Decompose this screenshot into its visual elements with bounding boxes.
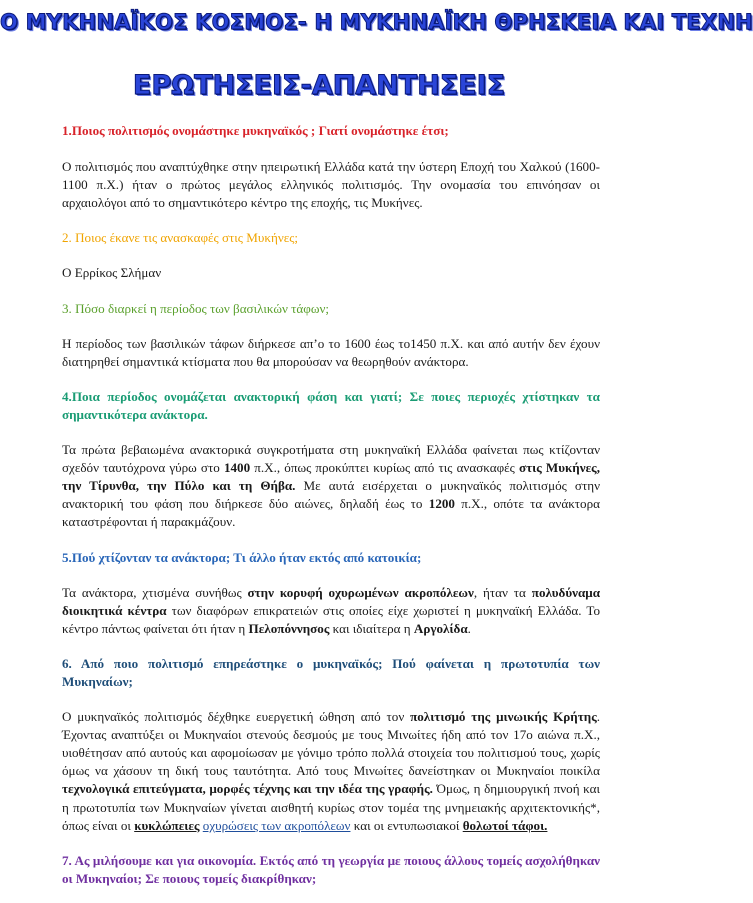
question-1: 1.Ποιος πολιτισμός ονομάστηκε μυκηναϊκός ; Γιατί ονομάστηκε έτσι; [62,123,449,138]
answer-4 [62,441,600,531]
answer-6-cyclopean: κυκλώπειες [134,817,200,833]
fortifications-link[interactable]: οχυρώσεις των ακροπόλεων [202,817,351,833]
answer-4-text: Τα πρώτα βεβαιωμένα ανακτορικά συγκροτήματα στη μυκηναϊκή Ελλάδα φαίνεται πως κτίζονταν σχεδόν ταυτόχρονα γύρω στο [62,442,600,476]
answer-5-peloponnese: Πελοπόννησος [248,620,330,636]
answer-6 [62,708,600,835]
question-3: 3. Πόσο διαρκεί η περίοδος των βασιλικών τάφων; [62,300,330,316]
answer-6-text: Ο μυκηναϊκός πολιτισμός δέχθηκε ευεργετική ώθηση από τον [62,709,411,725]
answer-5-admin-centers: πολυδύναμα διοικητικά κέντρα [62,584,601,618]
answer-1: Ο πολιτισμός που αναπτύχθηκε στην ηπειρωτική Ελλάδα κατά την ύστερη Εποχή του Χαλκού (1600-1100 π.Χ.) ήταν ο πρώτος μεγάλος ελληνικός πολιτισμός. Την ονομασία του επινόησαν οι αρχαιολόγοι από το σημαντικότερο κέντρο της εποχής, τις Μυκήνες. [62,159,600,211]
question-5: 5.Πού χτίζονταν τα ανάκτορα; Τι άλλο ήταν εκτός από κατοικία; [62,549,422,565]
answer-6-text: και οι εντυπωσιακοί [350,817,463,833]
answer-5 [62,584,600,638]
question-6: 6. Από ποιο πολιτισμό επηρεάστηκε ο μυκηναϊκός; Πού φαίνεται η πρωτοτυπία των Μυκηναίων; [62,655,600,689]
answer-3: Η περίοδος των βασιλικών τάφων διήρκεσε απ’ο το 1600 έως το1450 π.Χ. και από αυτήν δεν έχουν διατηρηθεί σημαντικά κτίσματα που θα μπορούσαν να θεωρηθούν ανάκτορα. [62,335,600,369]
document-title: Ο ΜΥΚΗΝΑΪΚΟΣ ΚΟΣΜΟΣ- Η ΜΥΚΗΝΑΪΚΗ ΘΡΗΣΚΕΙΑ ΚΑΙ ΤΕΧΝΗ [0,10,753,34]
answer-5-text: των διαφόρων επικρατειών στις οποίες είχε χωριστεί η μυκηναϊκή Ελλάδα. Το κέντρο πάντως φαίνεται ότι ήταν η [62,602,600,636]
answer-6-tholos-tombs: θολωτοί τάφοι. [462,817,548,833]
question-2: 2. Ποιος έκανε τις ανασκαφές στις Μυκήνες; [62,230,299,246]
answer-4-year-1400: 1400 [223,460,251,476]
answer-5-text: Τα ανάκτορα, χτισμένα συνήθως [62,584,248,600]
answer-5-text: και ιδιαίτερα η [329,620,414,636]
answer-4-palaces: στις Μυκήνες, την Τίρυνθα, την Πύλο και τη Θήβα. [62,460,600,494]
answer-6-text: Όμως, η δημιουργική πνοή και η πρωτοτυπία των Μυκηναίων γίνεται αισθητή κυρίως στον τομέα της μνημειακής αρχιτεκτονικής*, όπως είναι οι [62,781,601,833]
answer-5-text: , ήταν τα [473,584,532,600]
answer-5-acropolis: στην κορυφή οχυρωμένων ακροπόλεων [247,584,474,600]
answer-4-year-1200: 1200 [428,496,455,512]
answer-6-minoan: πολιτισμό της μινωικής Κρήτης [410,709,597,725]
question-7: 7. Ας μιλήσουμε και για οικονομία. Εκτός από τη γεωργία με ποιους άλλους τομείς ασχολήθηκαν οι Μυκηναίοι; Σε ποιους τομείς διακρίθηκαν; [62,852,600,886]
answer-4-text: π.Χ., όπως προκύπτει κυρίως από τις ανασκαφές [250,460,519,476]
answer-6-achievements: τεχνολογικά επιτεύγματα, μορφές τέχνης και την ιδέα της γραφής. [62,781,433,797]
answer-2: Ο Ερρίκος Σλήμαν [62,265,162,281]
answer-5-argolida: Αργολίδα [413,620,468,636]
answer-4-text: Με αυτά εισέρχεται ο μυκηναϊκός πολιτισμός στην ανακτορική του φάση που διήρκεσε δύο αιώνες, δηλαδή έως το [62,478,601,512]
answer-4-text: π.Χ., οπότε τα ανάκτορα καταστρέφονται ή παρακμάζουν. [62,496,600,530]
document-subtitle: ΕΡΩΤΗΣΕΙΣ-ΑΠΑΝΤΗΣΕΙΣ [132,70,506,101]
qa-content [62,122,600,888]
answer-5-text: . [467,620,471,636]
question-4: 4.Ποια περίοδος ονομάζεται ανακτορική φάση και γιατί; Σε ποιες περιοχές χτίστηκαν τα σημαντικότερα ανάκτορα. [62,388,600,422]
answer-6-text: . Έχοντας αναπτύξει οι Μυκηναίοι στενούς δεσμούς με τους Μινωίτες ήδη από τον 17ο αιώνα π.Χ., υιοθέτησαν από αυτούς και αφομοίωσαν με γόνιμο τρόπο πολλά στοιχεία του πολιτισμού τους, χωρίς όμως να χάσουν τη δική τους ταυτότητα. Από τους Μινωίτες δανείστηκαν οι Μυκηναίοι ποικίλα [62,709,600,779]
